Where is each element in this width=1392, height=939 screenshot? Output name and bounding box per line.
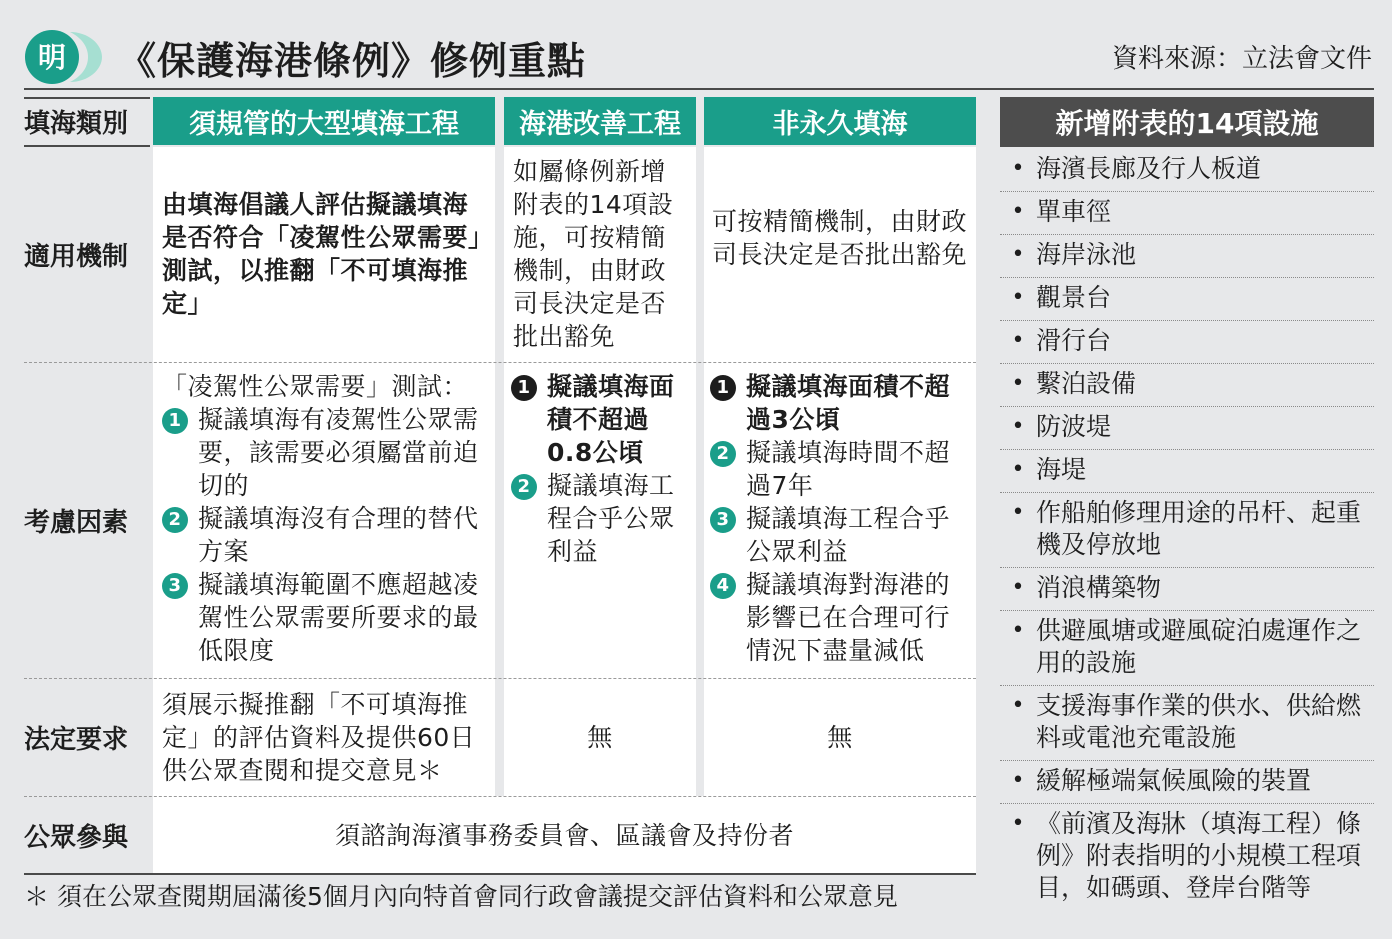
factor-text: 擬議填海對海港的影響已在合理可行情況下盡量減低 — [746, 570, 951, 665]
factor-text: 擬議填海面積不超過3公頃 — [746, 372, 951, 434]
facility-item: • 單車徑 — [1000, 192, 1374, 235]
bullet-icon: • — [1011, 199, 1025, 224]
number-badge-icon: 3 — [162, 573, 188, 599]
factors-harbour-improvement — [511, 370, 693, 568]
bullet-icon: • — [1011, 457, 1025, 482]
factor-item — [710, 502, 974, 568]
bullet-icon: • — [1011, 285, 1025, 310]
row-label-statutory: 法定要求 — [24, 725, 129, 755]
number-badge-icon: 2 — [710, 441, 736, 467]
facility-item: • 緩解極端氣候風險的裝置 — [1000, 761, 1374, 804]
facility-item: • 《前濱及海牀（填海工程）條例》附表指明的小規模工程項目，如碼頭、登岸台階等 — [1000, 804, 1374, 910]
factor-text: 擬議填海工程合乎公眾利益 — [547, 471, 675, 566]
svg-text:明: 明 — [37, 41, 67, 74]
factor-item — [511, 370, 693, 469]
number-badge-icon: 1 — [511, 375, 537, 401]
page-title: 《保護海港條例》修例重點 — [118, 39, 587, 83]
facility-item: • 海堤 — [1000, 450, 1374, 493]
number-badge-icon: 1 — [162, 408, 188, 434]
factors-intro: 「凌駕性公眾需要」測試： — [162, 372, 469, 401]
column-header-temporary: 非永久填海 — [704, 97, 976, 145]
mingpao-logo — [24, 28, 104, 86]
bullet-icon: • — [1011, 371, 1025, 396]
factor-item — [710, 568, 974, 667]
factor-text: 擬議填海工程合乎公眾利益 — [746, 504, 951, 566]
mechanism-temporary: 可按精簡機制，由財政司長決定是否批出豁免 — [712, 207, 968, 269]
side-panel-title: 新增附表的14項設施 — [1000, 97, 1374, 147]
bullet-icon: • — [1011, 328, 1025, 353]
row-divider — [24, 362, 976, 363]
column-header-large-reclamation: 須規管的大型填海工程 — [153, 97, 495, 145]
category-rule-top — [24, 97, 150, 99]
facility-item: • 供避風塘或避風碇泊處運作之用的設施 — [1000, 611, 1374, 686]
side-panel-list — [1000, 149, 1374, 910]
facility-item: • 海岸泳池 — [1000, 235, 1374, 278]
statutory-harbour-improvement: 無 — [587, 722, 613, 752]
factors-temporary — [710, 370, 974, 667]
number-badge-icon: 1 — [710, 375, 736, 401]
mechanism-harbour-improvement: 如屬條例新增附表的14項設施，可按精簡機制，由財政司長決定是否批出豁免 — [513, 157, 674, 351]
statutory-large-reclamation: 須展示擬推翻「不可填海推定」的評估資料及提供60日供公眾查閱和提交意見＊ — [162, 690, 476, 785]
bullet-icon: • — [1011, 156, 1025, 181]
factor-item — [162, 568, 492, 667]
facility-item: • 作船舶修理用途的吊杆、起重機及停放地 — [1000, 493, 1374, 568]
factor-text: 擬議填海面積不超過0.8公頃 — [547, 372, 675, 467]
facility-item: • 消浪構築物 — [1000, 568, 1374, 611]
bullet-icon: • — [1011, 575, 1025, 600]
facility-item: • 觀景台 — [1000, 278, 1374, 321]
bullet-icon: • — [1011, 618, 1025, 643]
factor-text: 擬議填海時間不超過7年 — [746, 438, 951, 500]
category-label: 填海類別 — [24, 108, 129, 139]
number-badge-icon: 2 — [511, 474, 537, 500]
column-header-harbour-improvement: 海港改善工程 — [504, 97, 696, 145]
factor-text: 擬議填海範圍不應超越凌駕性公眾需要所要求的最低限度 — [198, 570, 479, 665]
factor-item — [710, 436, 974, 502]
bullet-icon: • — [1011, 414, 1025, 439]
facility-item: • 滑行台 — [1000, 321, 1374, 364]
facility-item: • 防波堤 — [1000, 407, 1374, 450]
top-rule — [24, 88, 1374, 90]
bullet-icon: • — [1011, 693, 1025, 718]
factors-large-reclamation — [162, 370, 492, 667]
factor-item — [162, 502, 492, 568]
footnote: ＊ 須在公眾查閱期屆滿後5個月內向特首會同行政會議提交評估資料和公眾意見 — [24, 882, 898, 911]
source-note: 資料來源：立法會文件 — [1111, 44, 1372, 74]
number-badge-icon: 2 — [162, 507, 188, 533]
factor-text: 擬議填海沒有合理的替代方案 — [198, 504, 479, 566]
factor-text: 擬議填海有凌駕性公眾需要，該需要必須屬當前迫切的 — [198, 405, 479, 500]
bullet-icon: • — [1011, 768, 1025, 793]
row-label-factors: 考慮因素 — [24, 508, 129, 538]
bullet-icon: • — [1011, 811, 1025, 836]
number-badge-icon: 4 — [710, 573, 736, 599]
bottom-rule — [24, 873, 976, 875]
number-badge-icon: 3 — [710, 507, 736, 533]
factor-item — [162, 403, 492, 502]
facility-item: • 繫泊設備 — [1000, 364, 1374, 407]
statutory-temporary: 無 — [827, 722, 853, 752]
facility-item: • 海濱長廊及行人板道 — [1000, 149, 1374, 192]
bullet-icon: • — [1011, 500, 1025, 525]
factor-item — [710, 370, 974, 436]
public-participation: 須諮詢海濱事務委員會、區議會及持份者 — [334, 820, 794, 850]
row-label-public: 公眾參與 — [24, 822, 129, 853]
bullet-icon: • — [1011, 242, 1025, 267]
row-label-mechanism: 適用機制 — [24, 242, 129, 272]
mechanism-large-reclamation: 由填海倡議人評估擬議填海是否符合「凌駕性公眾需要」測試，以推翻「不可填海推定」 — [162, 190, 482, 318]
facility-item: • 支援海事作業的供水、供給燃料或電池充電設施 — [1000, 686, 1374, 761]
factor-item — [511, 469, 693, 568]
